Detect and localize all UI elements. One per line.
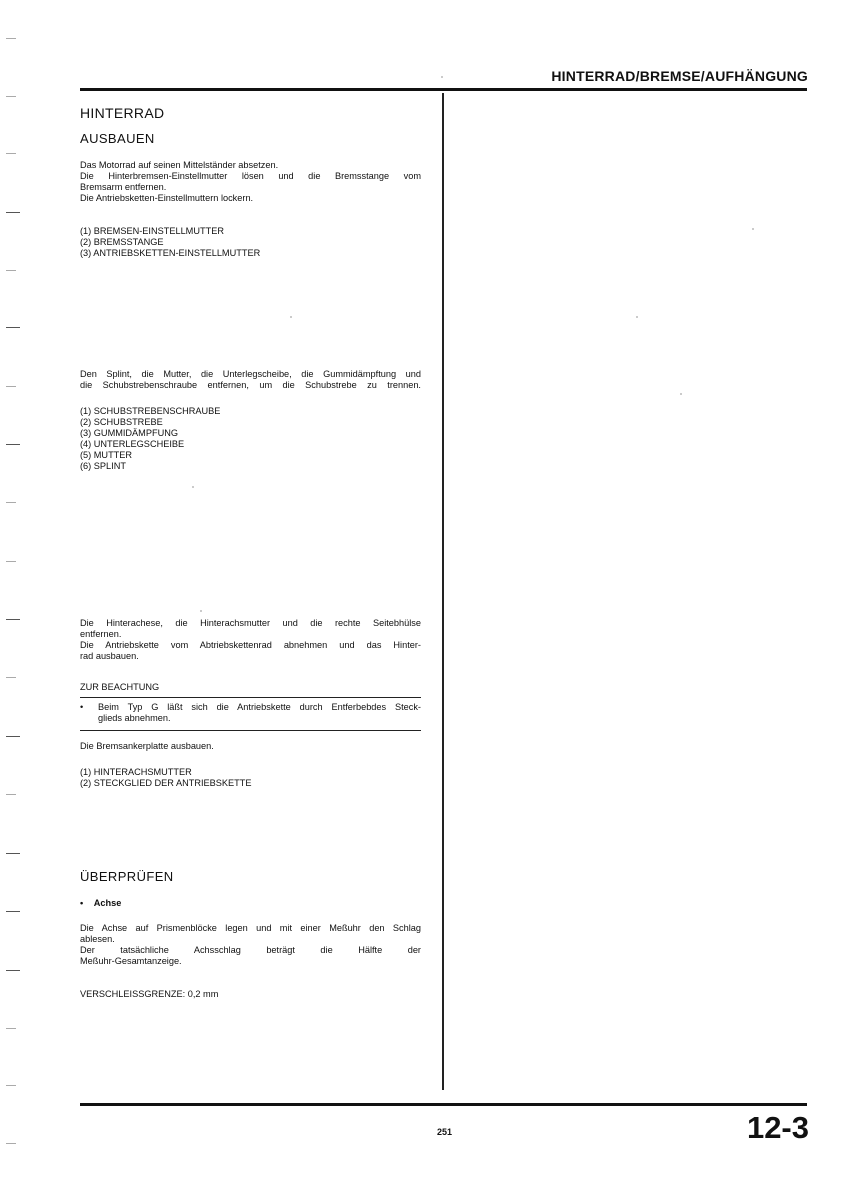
- text-line: Der tatsächliche Achsschlag beträgt die Hälfte der: [80, 945, 421, 955]
- bullet-icon: •: [80, 898, 84, 908]
- list-item: (3) ANTRIEBSKETTEN-EINSTELLMUTTER: [80, 248, 261, 258]
- bullet-icon: •: [80, 702, 84, 712]
- note-bullet-item: [80, 702, 421, 713]
- subsection-title-ueberpruefen: ÜBERPRÜFEN: [80, 869, 174, 884]
- header-rule: [80, 88, 807, 91]
- text-line: Die Antriebskette vom Abtriebskettenrad abnehmen und das Hinter-: [80, 640, 421, 650]
- text-line: Die Hinterachese, die Hinterachsmutter und die rechte Seitebhülse: [80, 618, 421, 628]
- text-line: entfernen.: [80, 629, 122, 639]
- text-line: Meßuhr-Gesamtanzeige.: [80, 956, 182, 966]
- scan-speck: [680, 393, 682, 395]
- subsection-title-ausbauen: AUSBAUEN: [80, 131, 155, 146]
- list-item: (1) HINTERACHSMUTTER: [80, 767, 192, 777]
- column-divider: [442, 93, 444, 1090]
- page-number: 251: [437, 1127, 453, 1137]
- text-line: Den Splint, die Mutter, die Unterlegscheibe, die Gummidämpftung und: [80, 369, 421, 379]
- note-title: ZUR BEACHTUNG: [80, 682, 160, 692]
- service-limit: VERSCHLEISSGRENZE: 0,2 mm: [80, 989, 219, 999]
- note-body: [80, 702, 421, 724]
- scan-speck: [636, 316, 638, 318]
- text-line: Die Antriebsketten-Einstellmuttern lockern.: [80, 193, 254, 203]
- scan-speck: [200, 610, 202, 612]
- paragraph-torque-rod: [80, 369, 421, 391]
- text-line: die Schubstrebenschraube entfernen, um die Schubstrebe zu trennen.: [80, 380, 421, 390]
- text-line: Bremsarm entfernen.: [80, 182, 167, 192]
- text-line: Die Hinterbremsen-Einstellmutter lösen und die Bremsstange vom: [80, 171, 421, 181]
- list-item: (5) MUTTER: [80, 450, 133, 460]
- text-line: Beim Typ G läßt sich die Antriebskette durch Entferbebdes Steck-: [98, 702, 421, 712]
- note-bottom-rule: [80, 730, 421, 731]
- check-item-achse: [80, 898, 421, 909]
- list-item: (2) STECKGLIED DER ANTRIEBSKETTE: [80, 778, 252, 788]
- text-line: rad ausbauen.: [80, 651, 139, 661]
- paragraph-axle-check: [80, 923, 421, 967]
- text-line: glieds abnehmen.: [98, 713, 171, 723]
- list-item: (1) SCHUBSTREBENSCHRAUBE: [80, 406, 221, 416]
- parts-list-3: [80, 767, 421, 789]
- page-header-title: HINTERRAD/BREMSE/AUFHÄNGUNG: [551, 68, 808, 84]
- parts-list-1: [80, 226, 421, 259]
- list-item: (3) GUMMIDÄMPFUNG: [80, 428, 178, 438]
- paragraph-brake-panel: Die Bremsankerplatte ausbauen.: [80, 741, 214, 751]
- parts-list-2: [80, 406, 421, 472]
- section-title-hinterrad: HINTERRAD: [80, 105, 165, 121]
- text-line: ablesen.: [80, 934, 115, 944]
- list-item: (1) BREMSEN-EINSTELLMUTTER: [80, 226, 224, 236]
- text-line: Die Achse auf Prismenblöcke legen und mit einer Meßuhr den Schlag: [80, 923, 421, 933]
- note-top-rule: [80, 697, 421, 698]
- list-item: (2) SCHUBSTREBE: [80, 417, 163, 427]
- footer-rule: [80, 1103, 807, 1106]
- text-line: Das Motorrad auf seinen Mittelständer absetzen.: [80, 160, 279, 170]
- scan-speck: [441, 76, 443, 78]
- scan-speck: [290, 316, 292, 318]
- list-item: (6) SPLINT: [80, 461, 126, 471]
- chapter-page-number: 12-3: [746, 1110, 809, 1145]
- list-item: (4) UNTERLEGSCHEIBE: [80, 439, 185, 449]
- check-item-label: Achse: [93, 898, 122, 908]
- paragraph-axle-removal: [80, 618, 421, 662]
- list-item: (2) BREMSSTANGE: [80, 237, 164, 247]
- scan-speck: [752, 228, 754, 230]
- scan-margin-marks: [6, 0, 26, 1200]
- paragraph-removal-steps: [80, 160, 421, 204]
- scan-speck: [192, 486, 194, 488]
